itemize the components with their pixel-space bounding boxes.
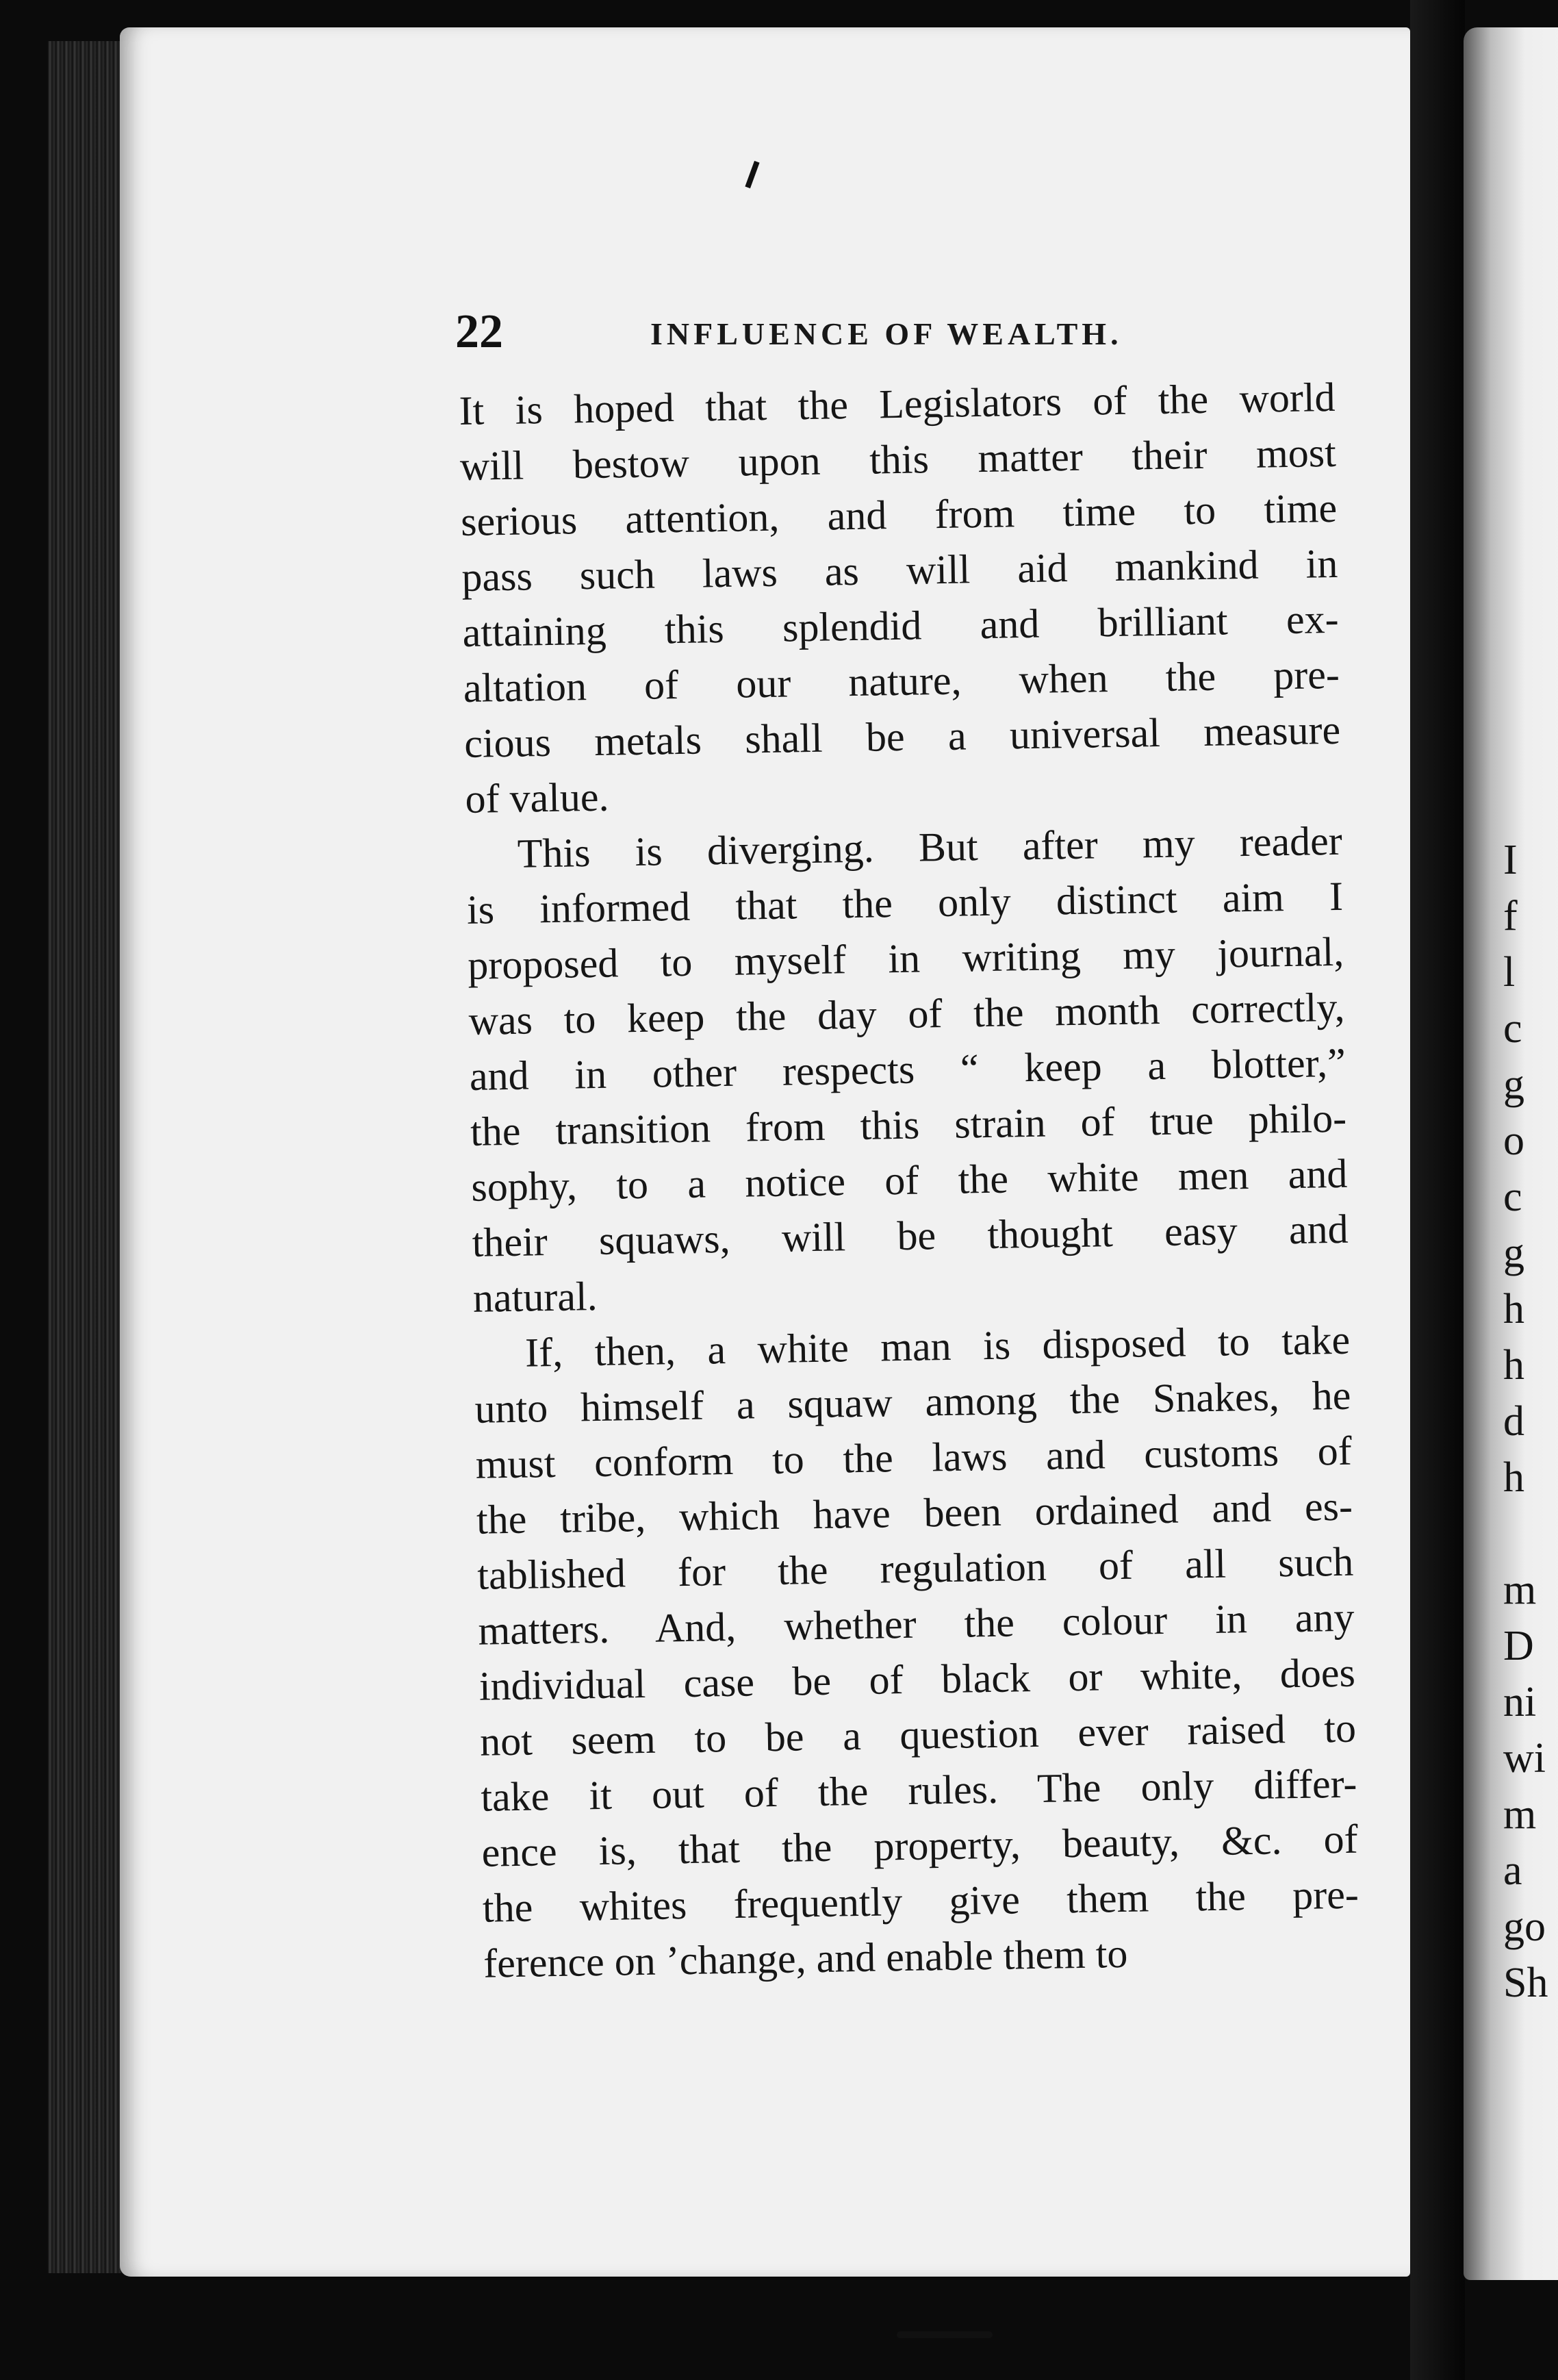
text-line: of value. [465,774,609,822]
facing-page-fragment: f [1503,893,1518,939]
running-title: INFLUENCE OF WEALTH. [650,316,1123,351]
facing-page-fragment: m [1503,1791,1537,1838]
text-line: will bestow upon this matter their most [459,429,1337,489]
text-line: serious attention, and from time to time [460,485,1338,544]
text-line: was to keep the day of the month correctly, [468,984,1345,1043]
paragraph [474,1313,1360,1992]
facing-page-fragment: Sh [1503,1960,1548,2006]
text-line: take it out of the rules. The only differ- [480,1760,1357,1820]
text-line: matters. And, whether the colour in any [478,1594,1355,1654]
paragraph [465,813,1349,1326]
text-line: not seem to be a question ever raised to [479,1705,1357,1764]
text-line: unto himself a squaw among the Snakes, he [474,1372,1351,1432]
facing-page-fragment: h [1503,1454,1524,1501]
page-header [455,305,1345,366]
scan-speck [897,2331,993,2338]
text-line: the whites frequently give them the pre- [482,1871,1359,1931]
text-line: sophy, to a notice of the white men and [470,1150,1348,1210]
paragraph [459,370,1342,827]
text-line: individual case be of black or white, does [478,1649,1356,1709]
text-line: the tribe, which have been ordained and es- [476,1483,1353,1543]
facing-page-text [1503,832,1558,2011]
facing-page-fragment: I [1503,837,1518,883]
text-line: altation of our nature, when the pre- [463,651,1340,711]
text-line: ference on ’change, and enable them to [483,1930,1128,1986]
page-number: 22 [455,305,503,358]
facing-page-fragment: m [1503,1567,1537,1613]
facing-page-fragment: h [1503,1286,1524,1332]
facing-page-fragment: h [1503,1342,1524,1389]
facing-page-fragment: D [1503,1623,1534,1669]
facing-page-fragment: g [1503,1230,1524,1276]
facing-page [1464,27,1558,2280]
text-line: ence is, that the property, beauty, &c. of [481,1816,1359,1875]
body-text [459,370,1360,1992]
facing-page-fragment: c [1503,1174,1522,1220]
text-line: This is diverging. But after my reader [517,818,1343,876]
text-line: pass such laws as will aid mankind in [461,540,1338,600]
text-line: must conform to the laws and customs of [475,1428,1353,1487]
text-line: their squaws, will be thought easy and [472,1206,1349,1265]
facing-page-fragment: wi [1503,1735,1546,1782]
text-line: attaining this splendid and brilliant ex- [462,596,1340,655]
text-line: and in other respects “ keep a blotter,” [469,1039,1346,1099]
facing-page-fragment [1503,1506,1558,1562]
facing-page-fragment: l [1503,949,1516,996]
text-line: natural. [472,1273,598,1321]
facing-page-fragment: g [1503,1061,1524,1108]
facing-page-fragment: a [1503,1847,1522,1894]
text-line: the transition from this strain of true philo- [470,1095,1347,1154]
text-line: cious metals shall be a universal measure [463,707,1341,766]
text-line: proposed to myself in writing my journal, [467,928,1344,988]
facing-page-fragment: o [1503,1117,1524,1164]
facing-page-fragment: d [1503,1398,1524,1445]
facing-page-fragment: ni [1503,1679,1537,1725]
text-line: It is hoped that the Legislators of the world [459,374,1336,433]
facing-page-fragment: c [1503,1005,1522,1052]
text-line: is informed that the only distinct aim I [466,873,1344,933]
facing-page-fragment: go [1503,1903,1546,1950]
text-line: tablished for the regulation of all such [476,1539,1354,1598]
text-line: If, then, a white man is disposed to take [524,1317,1351,1376]
gutter-shadow [1410,0,1465,2380]
